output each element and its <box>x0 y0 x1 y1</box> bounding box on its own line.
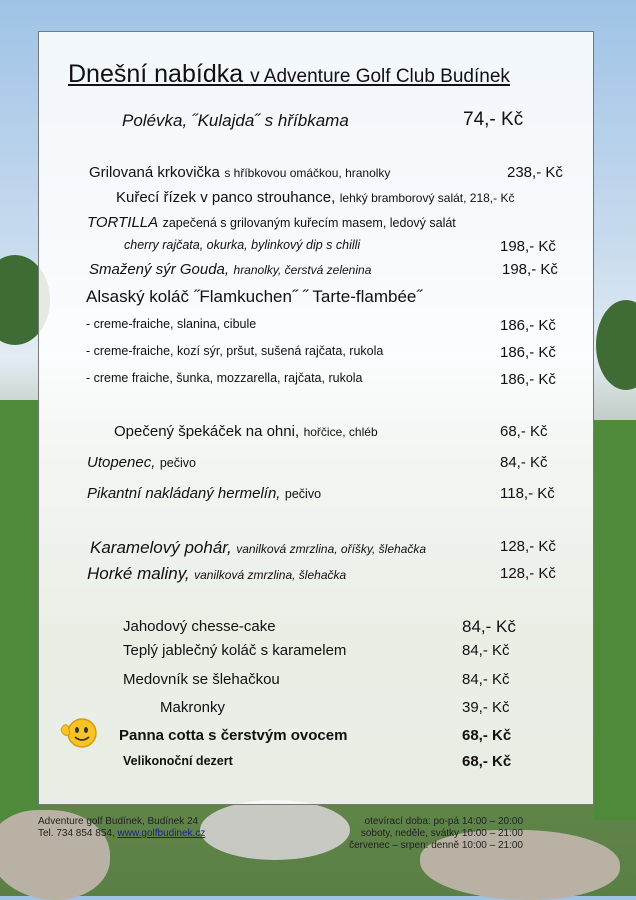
menu-item-name: Teplý jablečný koláč s karamelem <box>123 642 347 659</box>
menu-item-price: 238,- Kč <box>507 164 563 181</box>
menu-item-price: 186,- Kč <box>500 317 556 334</box>
menu-item-price: 68,- Kč <box>500 423 548 440</box>
menu-title: Dnešní nabídka v Adventure Golf Club Budínek <box>68 60 510 88</box>
menu-item-price: 84,- Kč <box>500 454 548 471</box>
footer-contact <box>38 816 205 840</box>
menu-item: Pikantní nakládaný hermelín, pečivo <box>87 485 322 502</box>
menu-item: Opečený špekáček na ohni, hořčice, chléb <box>114 423 378 440</box>
menu-item-name: Polévka, ˝Kulajda˝ s hříbkama <box>122 111 349 130</box>
footer-phone-line: Tel. 734 854 854, www.golfbudinek.cz <box>38 828 206 839</box>
menu-item-price: 186,- Kč <box>500 344 556 361</box>
thumbs-up-smiley-icon <box>58 712 100 754</box>
menu-item-name: cherry rajčata, okurka, bylinkový dip s chilli <box>124 238 361 252</box>
footer-hours <box>333 816 523 852</box>
menu-item: TORTILLA zapečená s grilovaným kuřecím masem, ledový salát <box>87 214 456 231</box>
menu-item-name: - creme-fraiche, kozí sýr, pršut, sušená rajčata, rukola <box>86 344 384 358</box>
menu-item-price: 39,- Kč <box>462 699 510 716</box>
hours-summer: červenec – srpen: denně 10:00 – 21:00 <box>348 840 523 851</box>
footer-address: Adventure golf Budínek, Budínek 24 <box>38 816 199 827</box>
menu-item-name: - creme-fraiche, slanina, cibule <box>86 317 257 331</box>
menu-item-name: - creme fraiche, šunka, mozzarella, rajčata, rukola <box>86 371 363 385</box>
menu-item-name: Medovník se šlehačkou <box>123 671 280 688</box>
menu-item: Karamelový pohár, vanilková zmrzlina, oříšky, šlehačka <box>90 538 427 557</box>
menu-item: Horké maliny, vanilková zmrzlina, šlehačka <box>87 564 347 583</box>
menu-item-price: 74,- Kč <box>463 109 524 130</box>
menu-item-price: 84,- Kč <box>462 642 510 659</box>
menu-item-name: Velikonoční dezert <box>123 754 233 768</box>
website-link[interactable]: www.golfbudinek.cz <box>117 828 206 839</box>
menu-item-name: Jahodový chesse-cake <box>123 618 276 635</box>
hours-weekend: soboty, neděle, svátky 10:00 – 21:00 <box>360 828 523 839</box>
menu-item-price: 68,- Kč <box>462 753 512 770</box>
menu-item-name: Panna cotta s čerstvým ovocem <box>119 727 348 744</box>
menu-item-price: 198,- Kč <box>500 238 556 255</box>
menu-item: Kuřecí řízek v panco strouhance, lehký bramborový salát, 218,- Kč <box>116 189 515 206</box>
menu-item-price: 128,- Kč <box>500 565 556 582</box>
menu-item-name: Makronky <box>160 699 226 716</box>
menu-panel <box>38 31 594 805</box>
menu-item: Utopenec, pečivo <box>87 454 196 471</box>
hours-weekday: otevírací doba: po-pá 14:00 – 20:00 <box>364 816 523 827</box>
menu-item-price: 84,- Kč <box>462 617 516 636</box>
menu-item-price: 68,- Kč <box>462 727 512 744</box>
menu-item-price: 198,- Kč <box>502 261 558 278</box>
menu-item-price: 84,- Kč <box>462 671 510 688</box>
menu-item: Grilovaná krkovička s hříbkovou omáčkou, hranolky <box>89 164 391 181</box>
menu-item-name: Alsaský koláč ˝Flamkuchen˝ ˝ Tarte-flambée˝ <box>86 287 423 306</box>
menu-item: Smažený sýr Gouda, hranolky, čerstvá zelenina <box>89 261 372 278</box>
menu-item-price: 186,- Kč <box>500 371 556 388</box>
menu-item-price: 118,- Kč <box>500 485 555 502</box>
menu-item-price: 128,- Kč <box>500 538 556 555</box>
